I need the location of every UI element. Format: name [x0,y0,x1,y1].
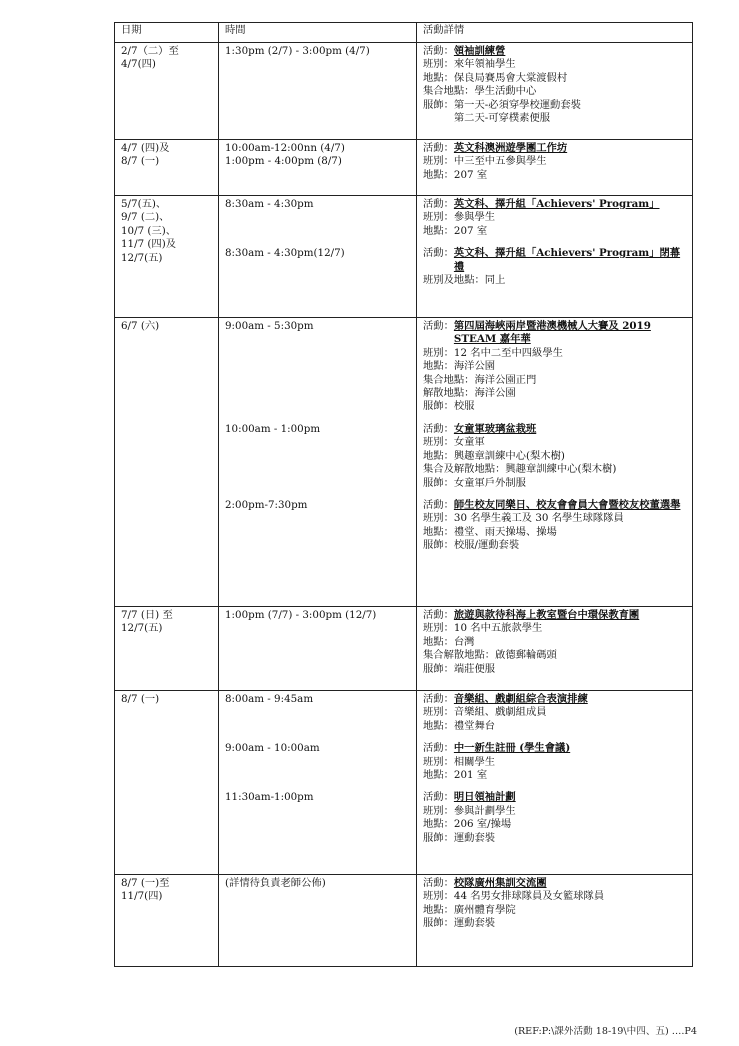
detail-label: 地點： [423,71,454,84]
detail-value: 運動套裝 [453,831,496,844]
detail-value: 相關學生 [453,755,496,768]
time-slot: 11:30am-1:00pm [225,791,314,803]
details-cell [417,140,693,196]
activity-block [423,142,687,182]
detail-line [423,769,687,782]
detail-label: 班別： [423,755,454,768]
activity-block [423,45,687,125]
activity-name: 旅遊與款待科海上教室暨台中環保教育團 [453,609,640,621]
detail-value: 206 室/操場 [453,818,512,831]
detail-label: 班別： [423,436,454,449]
time-slot: 9:00am - 10:00am [225,742,320,754]
detail-label: 活動： [423,142,454,154]
time-cell [219,318,417,607]
detail-line [423,436,687,449]
activity-name: 校隊廣州集訓交流團 [453,877,547,889]
detail-line [423,904,687,917]
detail-label: 地點： [423,224,454,237]
detail-label: 班別： [423,155,454,168]
detail-label: 地點： [423,903,454,916]
detail-label: 解散地點： [423,387,475,400]
date-cell: 5/7(五)、 9/7 (二)、 10/7 (三)、 11/7 (四)及 12/7(五) [115,196,219,318]
activity-block [423,320,687,414]
detail-label: 班別： [423,622,454,635]
activity-block [423,877,687,931]
detail-value: 興趣章訓練中心(梨木樹) [505,463,617,476]
detail-label: 班別： [423,804,454,817]
detail-line [423,539,687,552]
detail-value: 中三至中五參與學生 [453,155,547,168]
detail-value: 207 室 [453,168,488,181]
detail-line [423,320,687,347]
time-slot: 8:00am - 9:45am [225,693,314,705]
detail-value: 207 室 [453,224,488,237]
detail-line [423,832,687,845]
detail-line [423,890,687,903]
detail-label: 活動： [423,693,454,705]
detail-label: 活動： [423,45,454,57]
detail-line [423,706,687,719]
date-cell: 2/7（二）至 4/7(四) [115,43,219,140]
detail-label: 集合地點： [423,373,475,386]
table-row [115,875,693,967]
detail-line [423,917,687,930]
detail-value: 來年領袖學生 [453,58,516,71]
detail-line [423,791,687,804]
detail-label: 活動： [423,198,454,210]
detail-value: 學生活動中心 [474,85,537,98]
date-cell: 8/7 (一)至 11/7(四) [115,875,219,967]
time-cell [219,691,417,875]
time-slot: 1:00pm (7/7) - 3:00pm (12/7) [225,609,377,621]
detail-value: 校服 [453,400,475,413]
detail-value: 校服/運動套裝 [453,539,520,552]
detail-line [423,450,687,463]
table-header-row [115,23,693,43]
detail-value: 12 名中二至中四級學生 [453,346,563,359]
detail-line [423,756,687,769]
detail-line [423,720,687,733]
page-footer-reference: (REF:P:\課外活動 18-19\中四、五) ….P4 [514,1026,697,1037]
detail-line [423,693,687,706]
detail-line [423,423,687,436]
detail-value: 女童軍 [453,436,485,449]
detail-value: 海洋公園正門 [474,373,537,386]
activity-name: 中一新生註冊 (學生會議) [453,742,571,755]
detail-label: 活動： [423,791,454,804]
detail-line [423,400,687,413]
detail-label: 班別： [423,512,454,525]
table-body [115,43,693,967]
detail-line [423,463,687,476]
time-slot: 10:00am-12:00nn (4/7) 1:00pm - 4:00pm (8/7) [225,142,345,168]
detail-label: 地點： [423,719,454,732]
table-row [115,607,693,691]
detail-line [423,499,687,512]
time-slot: 2:00pm-7:30pm [225,499,308,511]
detail-line [423,211,687,224]
detail-label: 服飾： [423,539,454,552]
activity-block [423,693,687,733]
detail-label: 班別： [423,706,454,719]
detail-label: 活動： [423,423,454,435]
detail-line [423,649,687,662]
details-cell [417,318,693,607]
time-slot: 8:30am - 4:30pm [225,198,314,210]
details-cell [417,607,693,691]
activity-block [423,423,687,490]
detail-line [423,877,687,890]
detail-line [423,742,687,755]
detail-label: 班別： [423,58,454,71]
detail-line [423,198,687,211]
detail-value: 10 名中五旅款學生 [453,622,543,635]
detail-label: 班別： [423,346,454,359]
detail-line [423,169,687,182]
detail-line [423,225,687,238]
detail-line [423,818,687,831]
activity-name: 女童軍玻璃盆栽班 [453,423,537,435]
detail-label: 地點： [423,360,454,373]
time-cell [219,875,417,967]
detail-line [423,663,687,676]
detail-value: 女童軍戶外制服 [453,476,526,489]
activity-block [423,198,687,238]
detail-value: 禮堂舞台 [453,719,496,732]
table-row [115,196,693,318]
detail-value: 30 名學生義工及 30 名學生球隊隊員 [453,512,624,525]
detail-line [423,274,687,287]
detail-label: 地點： [423,168,454,181]
detail-line [423,526,687,539]
date-cell: 8/7 (一) [115,691,219,875]
time-slot: 10:00am - 1:00pm [225,423,321,435]
detail-line [423,512,687,525]
detail-label: 服飾： [423,662,454,675]
detail-line [423,360,687,373]
detail-line [423,45,687,58]
detail-value: 禮堂、雨天操場、操場 [453,525,557,538]
details-cell [417,43,693,140]
activity-schedule-table [114,22,693,967]
time-slot: 1:30pm (2/7) - 3:00pm (4/7) [225,45,370,57]
detail-label: 集合地點： [423,85,475,98]
detail-line [423,247,687,274]
header-time: 時間 [219,23,417,43]
date-cell: 4/7 (四)及 8/7 (一) [115,140,219,196]
activity-name: 音樂組、戲劇組綜合表演排練 [453,693,588,705]
table-row [115,691,693,875]
activity-block [423,609,687,676]
detail-label: 地點： [423,769,454,782]
detail-value: 廣州體育學院 [453,903,516,916]
activity-name: 領袖訓練營 [453,45,506,57]
time-cell [219,43,417,140]
detail-value: 第一天-必須穿學校運動套裝 第二天-可穿樸素便服 [453,98,581,125]
detail-label: 服飾： [423,400,454,413]
detail-line [423,805,687,818]
detail-value: 端莊便服 [453,662,496,675]
detail-label: 活動： [423,609,454,621]
activity-name: 師生校友同樂日、校友會會員大會暨校友校董選舉 [453,499,681,512]
detail-line [423,58,687,71]
detail-label: 服飾： [423,917,454,930]
header-date: 日期 [115,23,219,43]
activity-name: 英文科澳洲遊學團工作坊 [453,142,568,154]
date-cell: 7/7 (日) 至 12/7(五) [115,607,219,691]
detail-label: 班別： [423,890,454,903]
detail-value: 啟德郵輪碼頭 [495,649,557,662]
detail-value: 同上 [484,274,506,287]
detail-label: 地點： [423,635,454,648]
detail-value: 參與學生 [453,211,496,224]
detail-value: 興趣章訓練中心(梨木樹) [453,449,565,462]
activity-block [423,742,687,782]
activity-block [423,791,687,845]
time-cell [219,607,417,691]
detail-label: 服飾： [423,831,454,844]
detail-label: 集合解散地點： [423,649,496,662]
detail-label: 活動： [423,499,454,512]
detail-line [423,142,687,155]
time-slot: 8:30am - 4:30pm(12/7) [225,247,345,259]
detail-label: 集合及解散地點： [423,463,506,476]
activity-name: 英文科、擇升組「Achievers' Program」 [453,198,660,210]
detail-value: 海洋公園 [453,360,496,373]
table-row [115,140,693,196]
detail-value: 44 名男女排球隊員及女籃球隊員 [453,890,605,903]
detail-line [423,347,687,360]
activity-block [423,499,687,553]
detail-line [423,622,687,635]
activity-name: 第四屆海峽兩岸暨港澳機械人大賽及 2019 STEAM 嘉年華 [453,320,651,346]
details-cell [417,875,693,967]
table-row [115,43,693,140]
time-cell [219,196,417,318]
detail-label: 班別及地點： [423,274,485,287]
detail-label: 班別： [423,211,454,224]
time-cell [219,140,417,196]
detail-label: 地點： [423,818,454,831]
detail-value: 運動套裝 [453,917,496,930]
date-cell: 6/7 (六) [115,318,219,607]
details-cell [417,196,693,318]
detail-label: 地點： [423,449,454,462]
detail-label: 活動： [423,320,454,332]
table-row [115,318,693,607]
detail-value: 台灣 [453,635,475,648]
detail-label: 活動： [423,247,454,260]
detail-line [423,636,687,649]
activity-name: 英文科、擇升組「Achievers' Program」閉幕禮 [453,247,681,273]
detail-value: 音樂組、戲劇組成員 [453,706,547,719]
detail-label: 地點： [423,525,454,538]
detail-line [423,477,687,490]
detail-label: 服飾： [423,476,454,489]
header-details: 活動詳情 [417,23,693,43]
detail-label: 活動： [423,742,454,755]
activity-block [423,247,687,287]
detail-value: 201 室 [453,769,488,782]
detail-line [423,609,687,622]
detail-value: 參與計劃學生 [453,804,516,817]
detail-label: 活動： [423,877,454,889]
time-slot: (詳情待負責老師公佈) [225,877,326,889]
details-cell [417,691,693,875]
detail-value: 保良局賽馬會大棠渡假村 [453,71,568,84]
detail-line [423,387,687,400]
activity-name: 明日領袖計劃 [453,791,516,804]
detail-line [423,155,687,168]
time-slot: 9:00am - 5:30pm [225,320,314,332]
detail-line [423,374,687,387]
detail-line [423,99,687,126]
detail-value: 海洋公園 [474,387,516,400]
detail-line [423,85,687,98]
detail-line [423,72,687,85]
detail-label: 服飾： [423,98,454,111]
